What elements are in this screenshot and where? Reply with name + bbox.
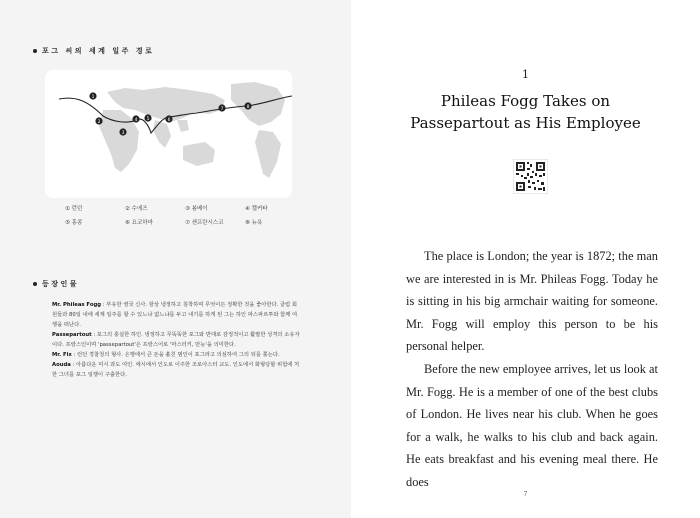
- character-entry: [52, 350, 300, 360]
- body-paragraph: The place is London; the year is 1872; the man we are interested in is Mr. Phileas Fogg. Today he is sitting in his big armchair waiting for someone. Mr. Fogg will employ this person to be his personal helper.: [406, 249, 658, 354]
- page-number: 7: [523, 490, 528, 498]
- marker-3-label: 3: [121, 130, 125, 136]
- marker-7-label: 7: [220, 106, 224, 112]
- legend-item: ④ 캘커타: [245, 206, 268, 212]
- continents: [99, 82, 285, 178]
- character-name: Mr. Phileas Fogg: [52, 302, 102, 308]
- character-separator: :: [71, 352, 77, 358]
- character-desc: 아름다운 미시 과도 여인. 에시에서 인도로 이주한 조로아스터 교도. 인도에서 화형당할 위험에 처한 그녀를 포그 일행이 구출한다.: [52, 362, 300, 378]
- character-separator: :: [101, 302, 107, 308]
- world-map-graphic: [45, 70, 292, 198]
- character-entry: [52, 300, 300, 330]
- marker-5: [144, 114, 151, 121]
- character-separator: :: [70, 362, 77, 368]
- legend-item: ⑧ 뉴욕: [245, 220, 263, 226]
- character-name: Aouda: [52, 362, 71, 368]
- marker-8-label: 8: [246, 104, 250, 110]
- marker-4-label: 4: [134, 117, 138, 123]
- world-route-map: [45, 70, 292, 198]
- character-desc: 런던 경찰청의 형사. 은행에서 큰 돈을 훔친 범인이 포그라고 의심하여 그의 뒤를 쫓는다.: [77, 352, 280, 358]
- marker-1: [89, 92, 96, 99]
- bullet-dot-icon: [33, 282, 37, 286]
- legend-row: [65, 201, 305, 215]
- character-entry: [52, 330, 300, 350]
- legend-item: ③ 봄베이: [185, 206, 208, 212]
- marker-2-label: 2: [97, 119, 101, 125]
- characters-heading-text: 등장인물: [42, 280, 80, 288]
- map-legend: [65, 201, 305, 229]
- character-desc: 부유한 영국 신사. 항상 냉정하고 침착하며 무엇이든 정확한 것을 좋아한다. 클럽 회원들과 80일 내에 세계 일주를 할 수 있느냐 없느냐를 두고 내기를 하게 된 그는 하인 파스파르투와 함께 여행을 떠난다.: [52, 302, 298, 328]
- chapter-title-line: Phileas Fogg Takes on: [440, 92, 611, 110]
- south-america-shape: [255, 130, 281, 178]
- characters-heading: [33, 279, 79, 289]
- marker-1-label: 1: [91, 94, 95, 100]
- character-name: Passepartout: [52, 332, 92, 338]
- character-desc: 포그의 충실한 하인. 냉정하고 무뚝뚝한 포그와 반대로 감정적이고 활발한 성격의 소유자이다. 프랑스인이며 'passepartout'은 프랑스어로 '마스터키, 만능'을 의미한다.: [52, 332, 300, 348]
- marker-5-label: 5: [146, 116, 150, 122]
- character-separator: :: [91, 332, 97, 338]
- character-entry: [52, 360, 300, 380]
- body-paragraph: Before the new employee arrives, let us look at Mr. Fogg. He is a member of one of the best clubs of London. He lives near his club. When he goes for a walk, he walks to his club and back again. He eats breakfast and his evening meal there. He does: [406, 361, 658, 489]
- marker-6-label: 6: [167, 117, 171, 123]
- southeast-asia-shape: [177, 120, 189, 132]
- chapter-body: [406, 245, 658, 494]
- marker-7: [218, 104, 225, 111]
- character-list: [52, 300, 300, 380]
- route-heading: [33, 46, 154, 56]
- qr-code-icon[interactable]: [513, 159, 548, 194]
- chapter-number: 1: [522, 68, 529, 81]
- legend-item: ⑤ 홍콩: [65, 220, 83, 226]
- legend-item: ⑦ 샌프란시스코: [185, 220, 224, 226]
- india-shape: [153, 120, 171, 148]
- legend-item: ⑥ 요코하마: [125, 220, 153, 226]
- legend-item: ① 런던: [65, 206, 83, 212]
- chapter-title: [351, 90, 700, 134]
- character-name: Mr. Fix: [52, 352, 72, 358]
- bullet-dot-icon: [33, 49, 37, 53]
- australia-shape: [183, 142, 215, 166]
- route-heading-text: 포그 씨의 세계 일주 경로: [42, 47, 155, 55]
- chapter-title-line: Passepartout as His Employee: [410, 114, 641, 132]
- legend-row: [65, 215, 305, 229]
- legend-item: ② 수에즈: [125, 206, 148, 212]
